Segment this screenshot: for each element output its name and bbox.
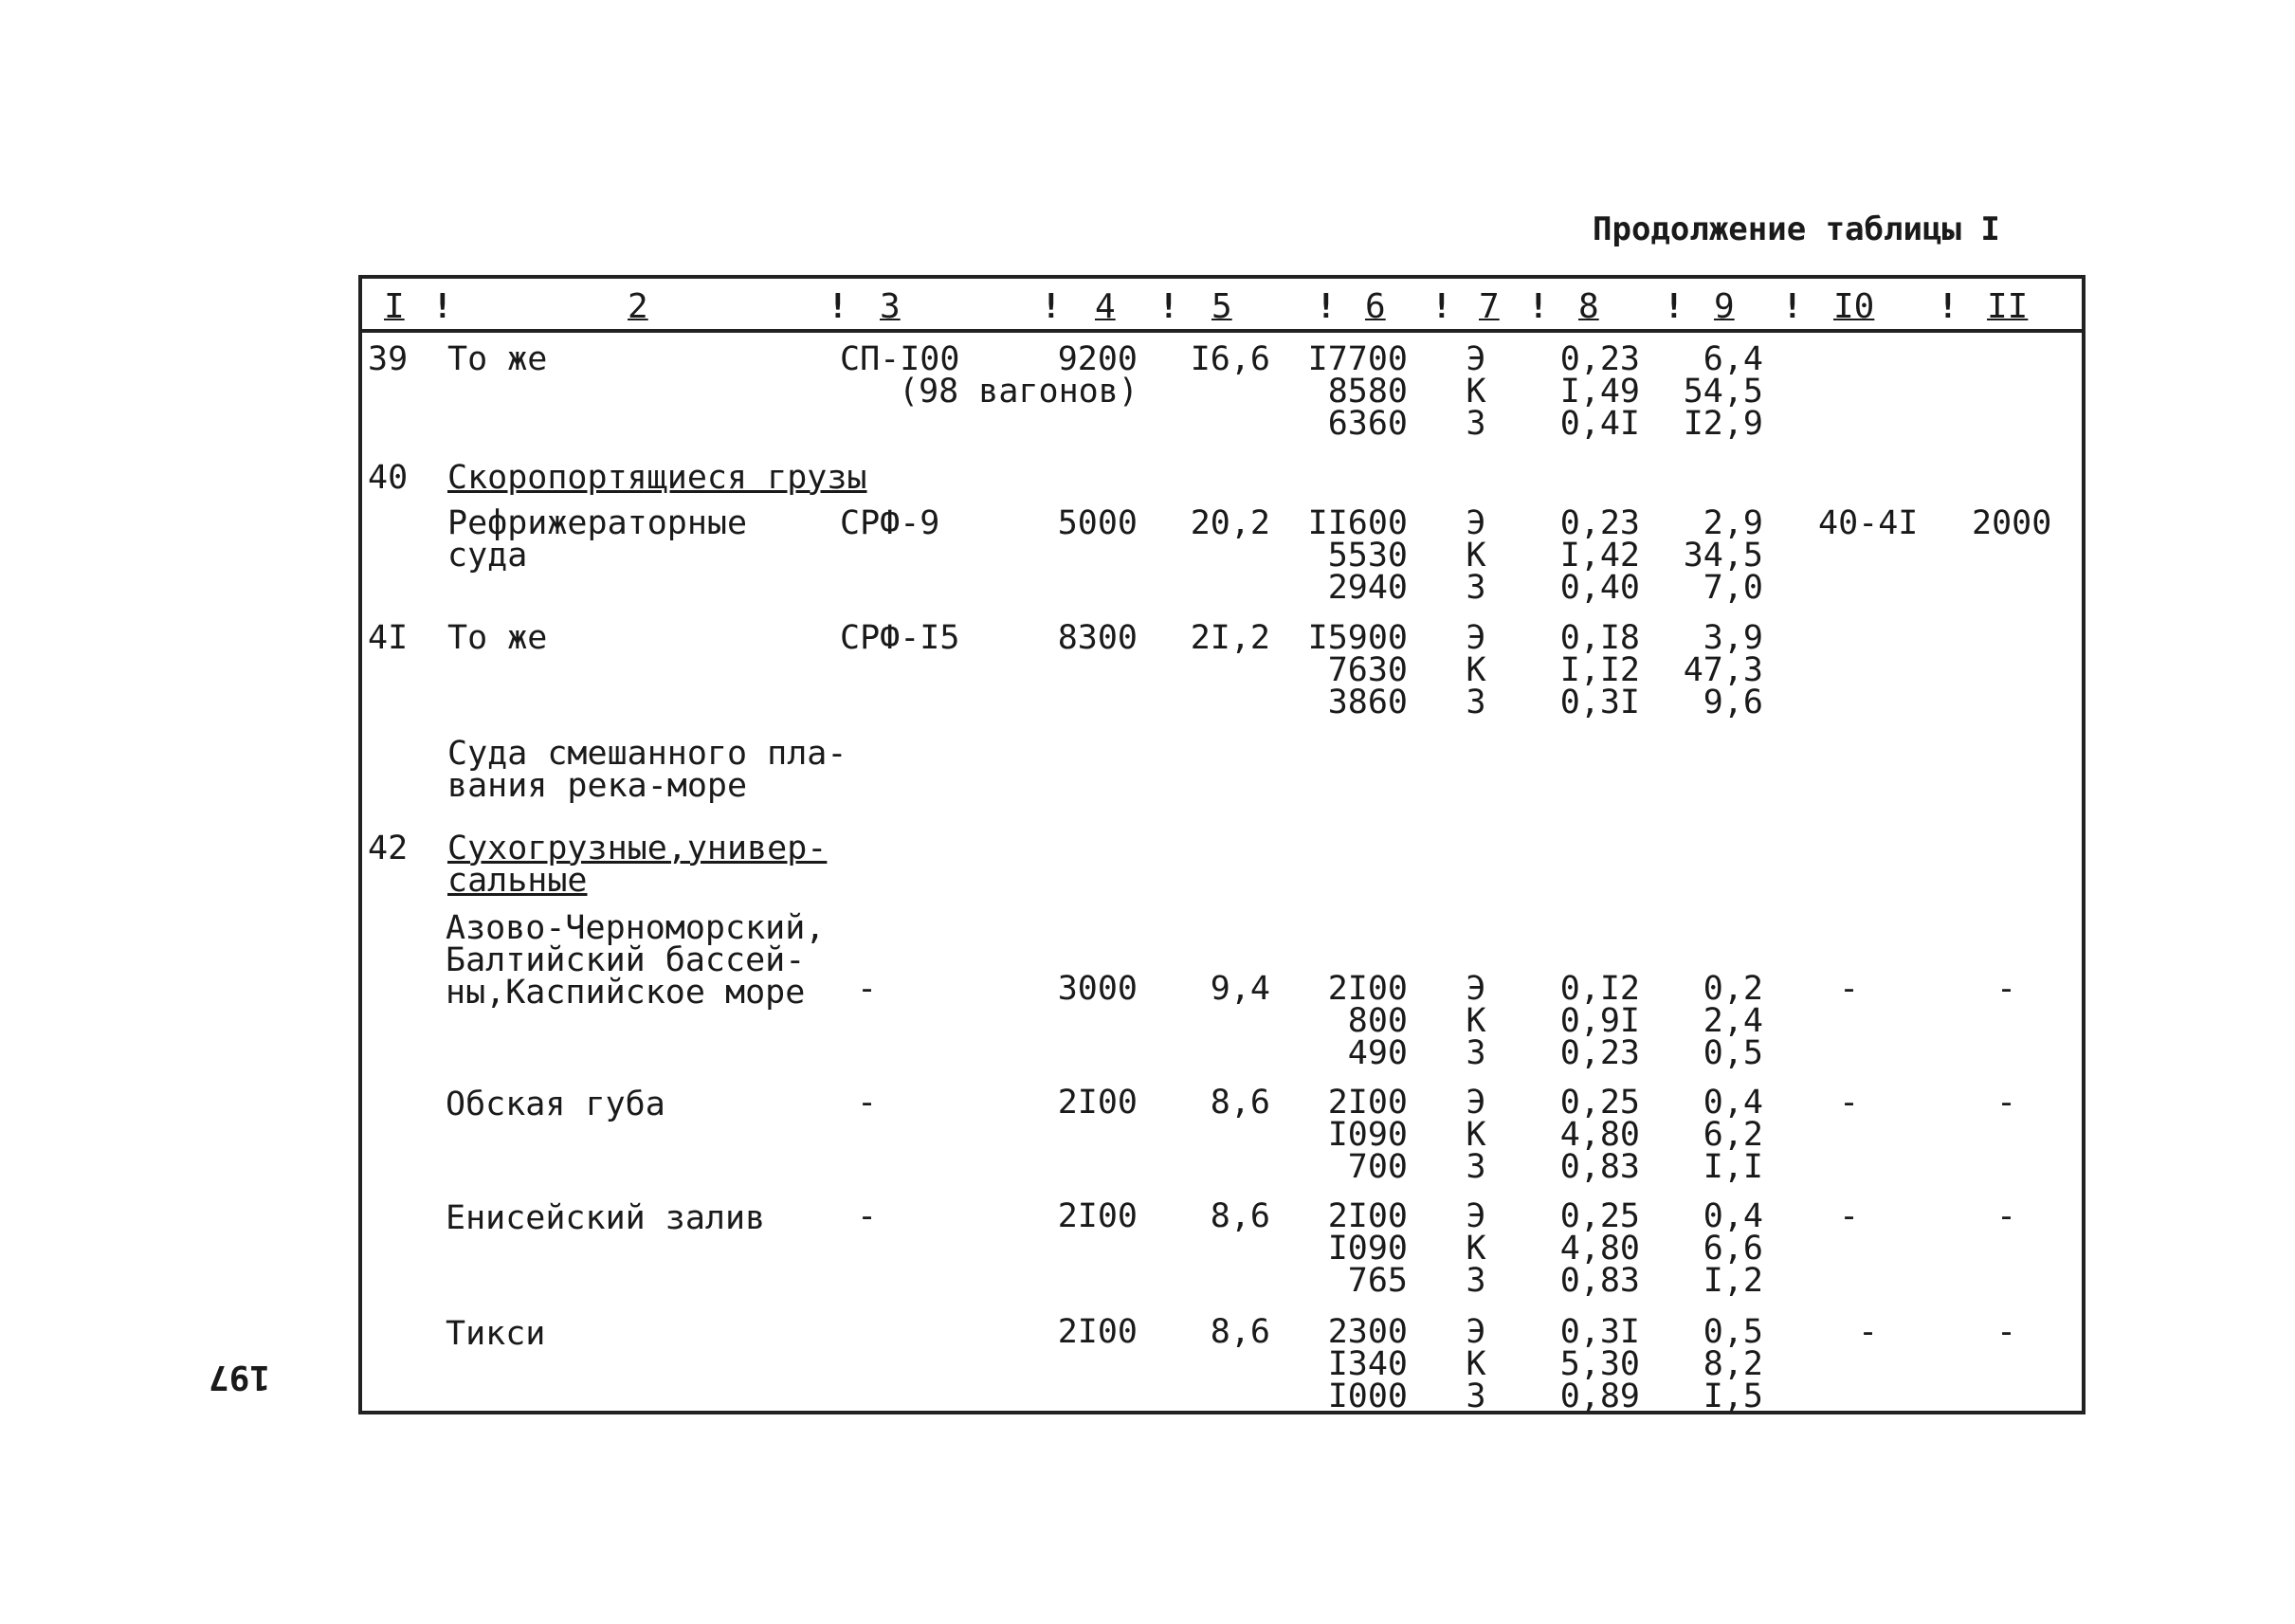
page-title: Продолжение таблицы I [1593, 210, 2000, 248]
col-5-value: 8,6 [1210, 1197, 1270, 1235]
col-7-value: З [1466, 1034, 1486, 1072]
subsection-line: вания река-море [447, 767, 748, 805]
header-col-11: II [1987, 287, 2029, 326]
row-number: 39 [368, 340, 409, 378]
col-9-value: 0,5 [1703, 1034, 1763, 1072]
col-6-value: I000 [1327, 1378, 1408, 1415]
col-7-value: Э [1466, 1084, 1486, 1122]
col-10-value: - [1839, 970, 1860, 1008]
page-number: 197 [209, 1358, 271, 1396]
header-separator: ! [1938, 287, 1958, 326]
col-6-value: 2I00 [1327, 970, 1408, 1008]
col-10-value: - [1858, 1313, 1879, 1351]
row-name: суда [447, 537, 528, 575]
col-9-value: 0,2 [1703, 970, 1763, 1008]
capacity: 5000 [1057, 504, 1138, 542]
col-8-value: 4,80 [1559, 1230, 1640, 1268]
col-8-value: 5,30 [1559, 1345, 1640, 1383]
col-9-value: 6,4 [1703, 340, 1763, 378]
header-separator: ! [828, 287, 848, 326]
header-separator: ! [1528, 287, 1549, 326]
col-11-value: 2000 [1972, 504, 2052, 542]
row-name: То же [447, 619, 548, 657]
header-separator: ! [1158, 287, 1179, 326]
col-7-value: Э [1466, 970, 1486, 1008]
row-name: Азово-Черноморский, [446, 909, 826, 947]
col-9-value: 0,4 [1703, 1197, 1763, 1235]
header-separator: ! [432, 287, 453, 326]
header-separator: ! [1664, 287, 1685, 326]
vessel-note: (98 вагонов) [899, 373, 1138, 411]
col-8-value: 0,83 [1559, 1262, 1640, 1300]
header-col-3: 3 [880, 287, 901, 326]
col-6-value: 8580 [1327, 373, 1408, 411]
col-9-value: 8,2 [1703, 1345, 1763, 1383]
col-9-value: 0,4 [1703, 1084, 1763, 1122]
capacity: 2I00 [1057, 1084, 1138, 1122]
row-name: Енисейский залив [446, 1199, 766, 1237]
col-11-value: - [1996, 970, 2017, 1008]
col-6-value: I090 [1327, 1230, 1408, 1268]
col-6-value: I7700 [1307, 340, 1408, 378]
col-11-value: - [1996, 1313, 2017, 1351]
col-8-value: 0,3I [1559, 684, 1640, 721]
col-10-value: - [1839, 1197, 1860, 1235]
col-11-value: - [1996, 1197, 2017, 1235]
row-name: Тикси [446, 1315, 546, 1353]
col-6-value: 5530 [1327, 537, 1408, 575]
header-col-4: 4 [1095, 287, 1116, 326]
col-9-value: 47,3 [1683, 651, 1763, 689]
col-8-value: 0,4I [1559, 405, 1640, 443]
col-9-value: I,5 [1703, 1378, 1763, 1415]
col-7-value: З [1466, 1262, 1486, 1300]
subsection-line: Суда смешанного пла- [447, 735, 847, 773]
col-9-value: 2,4 [1703, 1002, 1763, 1040]
col-5-value: 2I,2 [1190, 619, 1270, 657]
vessel-type: СРФ-9 [840, 504, 940, 542]
row-name: Балтийский бассей- [446, 941, 806, 979]
col-9-value: I2,9 [1683, 405, 1763, 443]
col-7-value: З [1466, 1378, 1486, 1415]
col-6-value: 800 [1347, 1002, 1408, 1040]
col-9-value: I,I [1703, 1148, 1763, 1186]
col-6-value: 765 [1347, 1262, 1408, 1300]
col-8-value: 0,40 [1559, 569, 1640, 607]
col-9-value: 6,2 [1703, 1116, 1763, 1154]
vessel-type: СРФ-I5 [840, 619, 960, 657]
header-rule [362, 329, 2082, 333]
col-7-value: З [1466, 405, 1486, 443]
col-7-value: З [1466, 569, 1486, 607]
header-separator: ! [1041, 287, 1062, 326]
col-7-value: К [1466, 1345, 1486, 1383]
col-11-value: - [1996, 1084, 2017, 1122]
header-col-1: I [384, 287, 405, 326]
col-8-value: 0,25 [1559, 1197, 1640, 1235]
capacity: 2I00 [1057, 1313, 1138, 1351]
col-8-value: 0,3I [1559, 1313, 1640, 1351]
col-6-value: 700 [1347, 1148, 1408, 1186]
col-8-value: I,I2 [1559, 651, 1640, 689]
col-6-value: 2I00 [1327, 1197, 1408, 1235]
col-6-value: II600 [1307, 504, 1408, 542]
col-8-value: 0,23 [1559, 504, 1640, 542]
col-8-value: 0,23 [1559, 340, 1640, 378]
col-7-value: К [1466, 1230, 1486, 1268]
col-8-value: 0,9I [1559, 1002, 1640, 1040]
col-8-value: 4,80 [1559, 1116, 1640, 1154]
col-7-value: К [1466, 1116, 1486, 1154]
col-8-value: I,42 [1559, 537, 1640, 575]
col-6-value: I340 [1327, 1345, 1408, 1383]
col-8-value: 0,25 [1559, 1084, 1640, 1122]
col-6-value: 3860 [1327, 684, 1408, 721]
col-7-value: К [1466, 373, 1486, 411]
header-col-8: 8 [1578, 287, 1599, 326]
col-7-value: К [1466, 651, 1486, 689]
col-6-value: I090 [1327, 1116, 1408, 1154]
row-name: ны,Каспийское море [446, 974, 806, 1012]
col-6-value: 6360 [1327, 405, 1408, 443]
col-7-value: З [1466, 1148, 1486, 1186]
col-7-value: Э [1466, 340, 1486, 378]
col-8-value: 0,I8 [1559, 619, 1640, 657]
col-5-value: I6,6 [1190, 340, 1270, 378]
header-col-2: 2 [628, 287, 648, 326]
col-7-value: Э [1466, 619, 1486, 657]
row-name: Обская губа [446, 1086, 665, 1123]
vessel-type: - [857, 1084, 878, 1122]
row-name: То же [447, 340, 548, 378]
row-number: 4I [368, 619, 409, 657]
section-heading: Сухогрузные,универ- [447, 830, 828, 867]
capacity: 8300 [1057, 619, 1138, 657]
col-6-value: 2300 [1327, 1313, 1408, 1351]
col-5-value: 8,6 [1210, 1313, 1270, 1351]
header-col-6: 6 [1365, 287, 1386, 326]
col-8-value: I,49 [1559, 373, 1640, 411]
col-7-value: К [1466, 537, 1486, 575]
vessel-type: - [857, 1197, 878, 1235]
col-5-value: 20,2 [1190, 504, 1270, 542]
col-6-value: 2I00 [1327, 1084, 1408, 1122]
header-separator: ! [1782, 287, 1803, 326]
col-10-value: 40-4I [1818, 504, 1919, 542]
capacity: 3000 [1057, 970, 1138, 1008]
col-6-value: 7630 [1327, 651, 1408, 689]
col-6-value: 490 [1347, 1034, 1408, 1072]
col-9-value: 3,9 [1703, 619, 1763, 657]
col-7-value: З [1466, 684, 1486, 721]
header-col-10: I0 [1833, 287, 1875, 326]
row-number: 42 [368, 830, 409, 867]
col-9-value: 2,9 [1703, 504, 1763, 542]
col-9-value: 6,6 [1703, 1230, 1763, 1268]
col-8-value: 0,I2 [1559, 970, 1640, 1008]
col-9-value: 0,5 [1703, 1313, 1763, 1351]
col-9-value: 7,0 [1703, 569, 1763, 607]
row-name: Рефрижераторные [447, 504, 748, 542]
col-10-value: - [1839, 1084, 1860, 1122]
header-col-5: 5 [1211, 287, 1232, 326]
col-8-value: 0,83 [1559, 1148, 1640, 1186]
col-8-value: 0,23 [1559, 1034, 1640, 1072]
section-heading: сальные [447, 862, 588, 900]
col-5-value: 9,4 [1210, 970, 1270, 1008]
col-8-value: 0,89 [1559, 1378, 1640, 1415]
row-number: 40 [368, 459, 409, 497]
section-heading: Скоропортящиеся грузы [447, 459, 867, 497]
col-9-value: 34,5 [1683, 537, 1763, 575]
col-7-value: Э [1466, 1313, 1486, 1351]
col-9-value: 9,6 [1703, 684, 1763, 721]
col-6-value: I5900 [1307, 619, 1408, 657]
vessel-type: СП-I00 [840, 340, 960, 378]
header-separator: ! [1316, 287, 1337, 326]
col-7-value: К [1466, 1002, 1486, 1040]
capacity: 9200 [1057, 340, 1138, 378]
vessel-type: - [857, 970, 878, 1008]
capacity: 2I00 [1057, 1197, 1138, 1235]
header-separator: ! [1431, 287, 1452, 326]
col-7-value: Э [1466, 1197, 1486, 1235]
col-5-value: 8,6 [1210, 1084, 1270, 1122]
col-7-value: Э [1466, 504, 1486, 542]
header-col-7: 7 [1479, 287, 1500, 326]
col-9-value: I,2 [1703, 1262, 1763, 1300]
col-9-value: 54,5 [1683, 373, 1763, 411]
col-6-value: 2940 [1327, 569, 1408, 607]
header-col-9: 9 [1714, 287, 1735, 326]
